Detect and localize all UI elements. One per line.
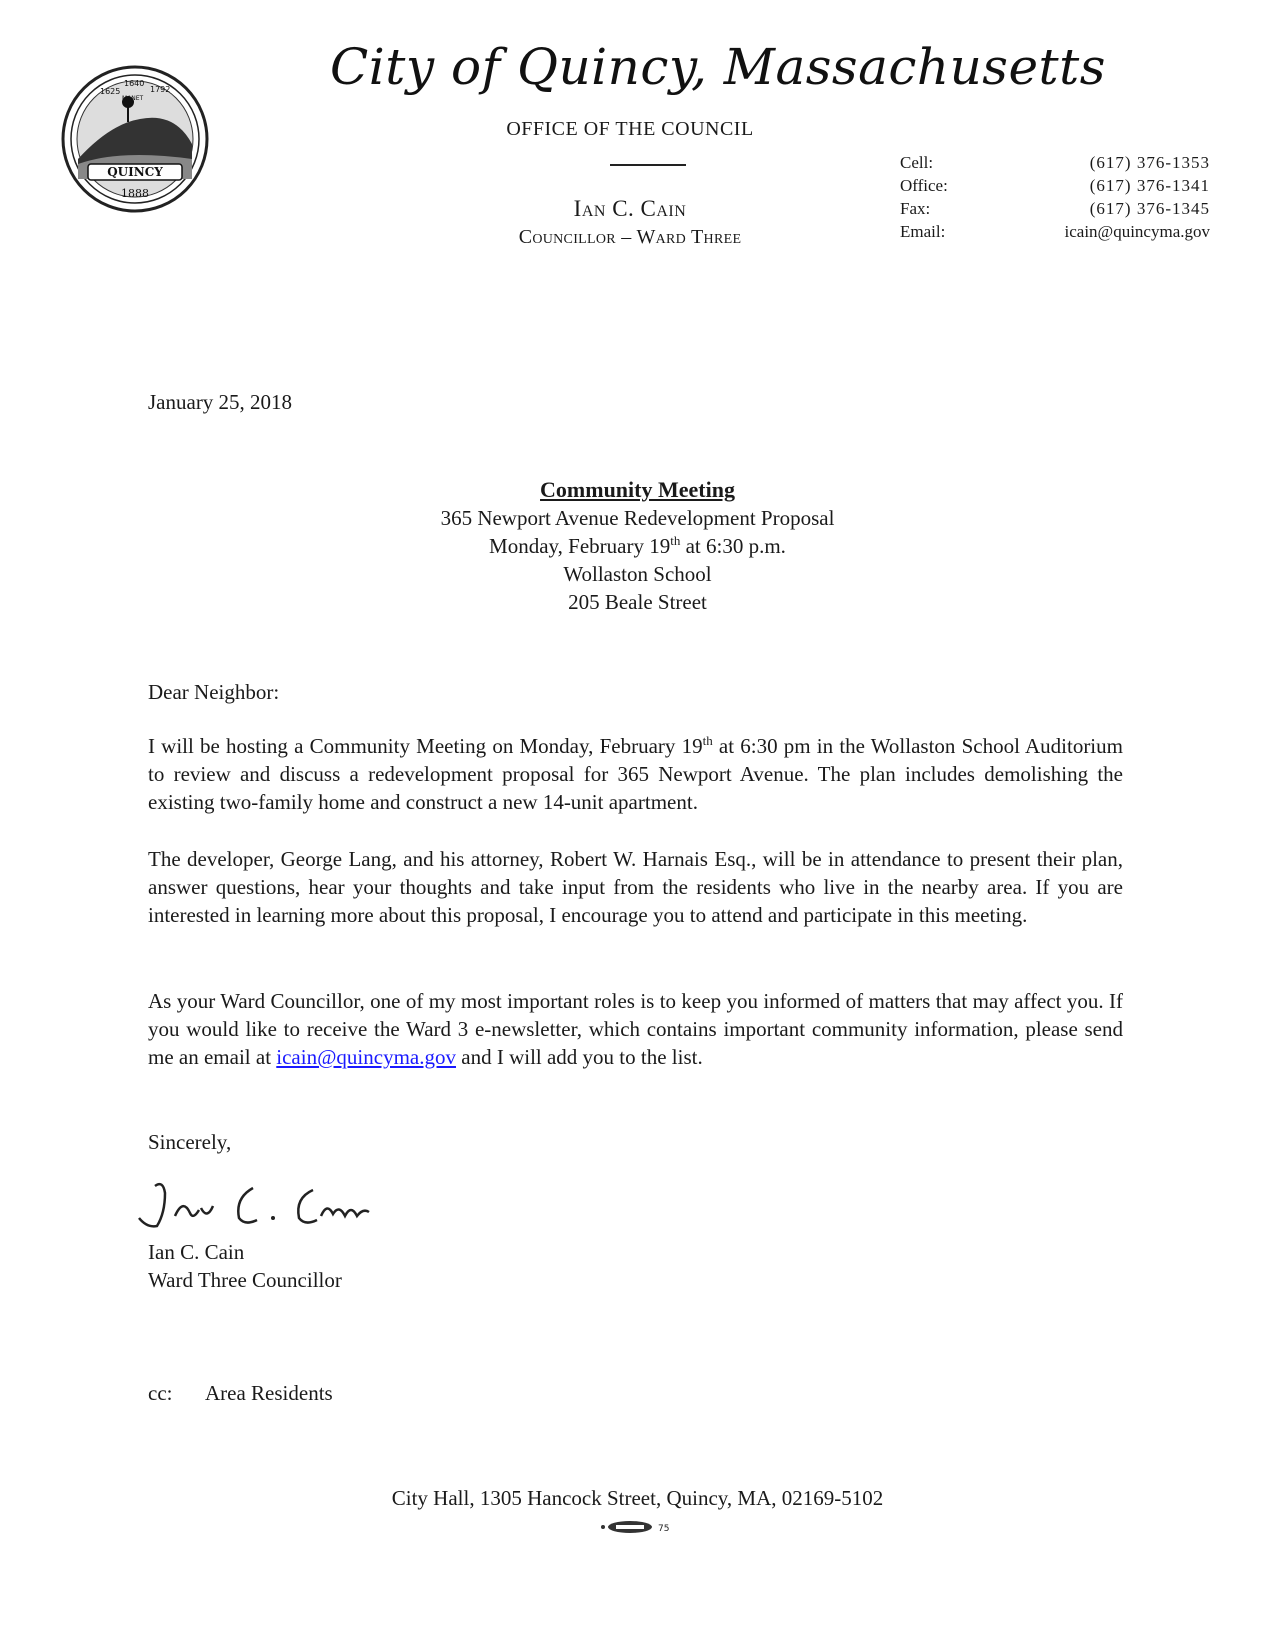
- meeting-when-time: at 6:30 p.m.: [680, 534, 786, 558]
- councillor-name: Ian C. Cain: [573, 196, 687, 221]
- email-link[interactable]: icain@quincyma.gov: [276, 1045, 456, 1069]
- seal-name-text: QUINCY: [107, 165, 163, 179]
- union-bug-logo: [598, 1519, 678, 1535]
- signatory-title: Ward Three Councillor: [148, 1268, 342, 1292]
- meeting-when-sup: th: [670, 533, 681, 548]
- paragraph-1-a: I will be hosting a Community Meeting on Monday, February 19: [148, 734, 703, 758]
- contact-email-value[interactable]: icain@quincyma.gov: [1064, 222, 1210, 241]
- salutation: Dear Neighbor:: [148, 680, 280, 704]
- footer-address: City Hall, 1305 Hancock Street, Quincy, MA, 02169-5102: [391, 1486, 884, 1510]
- contact-cell-label: Cell:: [900, 153, 934, 172]
- meeting-place: Wollaston School: [563, 562, 712, 586]
- meeting-title: Community Meeting: [540, 477, 735, 502]
- meeting-details: [300, 476, 975, 616]
- contact-office-label: Office:: [900, 176, 948, 195]
- contact-office-value: (617) 376-1341: [1089, 176, 1210, 195]
- handwritten-signature: [135, 1168, 375, 1238]
- meeting-when: [300, 532, 975, 560]
- cc-recipients: Area Residents: [205, 1381, 333, 1405]
- paragraph-3-b: and I will add you to the list.: [456, 1045, 703, 1069]
- signatory-name: Ian C. Cain: [148, 1240, 245, 1264]
- seal-year-3: 1792: [150, 85, 171, 94]
- closing: Sincerely,: [148, 1130, 232, 1154]
- councillor-title: Councillor – Ward Three: [518, 226, 742, 248]
- paragraph-1: [148, 732, 1123, 816]
- paragraph-1-sup: th: [702, 733, 713, 748]
- seal-year-1: 1625: [100, 87, 121, 96]
- header-divider: [610, 164, 686, 166]
- office-name: OFFICE OF THE COUNCIL: [506, 118, 754, 140]
- cc-label: cc:: [148, 1381, 173, 1405]
- paragraph-3: [148, 987, 1123, 1071]
- contact-cell-value: (617) 376-1353: [1089, 153, 1210, 172]
- paragraph-2: The developer, George Lang, and his attorney, Robert W. Harnais Esq., will be in attendance to present their plan, answer questions, hear your thoughts and take input from the residents who live in the nearby area. If you are interested in learning more about this proposal, I encourage you to attend and participate in this meeting.: [148, 847, 1123, 927]
- seal-year-2: 1640: [124, 79, 145, 88]
- meeting-when-date: Monday, February 19: [489, 534, 671, 558]
- contact-fax-label: Fax:: [900, 199, 931, 218]
- meeting-proposal: 365 Newport Avenue Redevelopment Proposal: [440, 506, 835, 530]
- letter-date: January 25, 2018: [148, 390, 293, 414]
- contact-fax-value: (617) 376-1345: [1089, 199, 1210, 218]
- union-bug-number: 75: [658, 1524, 670, 1534]
- seal-year-text: 1888: [121, 187, 149, 200]
- paragraph-3-a: As your Ward Councillor, one of my most important roles is to keep you informed of matters that may affect you. If you would like to receive the Ward 3 e-newsletter, which contains important community information, please send me an email at: [148, 989, 1123, 1069]
- seal-banner-text: MANET: [122, 95, 144, 102]
- paragraph-1-b: at 6:30 pm in the Wollaston School Auditorium to review and discuss a redevelopment proposal for 365 Newport Avenue. The plan includes demolishing the existing two-family home and construct a new 14-unit apartment.: [148, 734, 1123, 814]
- city-title: City of Quincy, Massachusetts: [330, 38, 1106, 96]
- contact-email-label: Email:: [900, 222, 946, 241]
- meeting-address: 205 Beale Street: [568, 590, 707, 614]
- city-seal-logo: [60, 64, 210, 214]
